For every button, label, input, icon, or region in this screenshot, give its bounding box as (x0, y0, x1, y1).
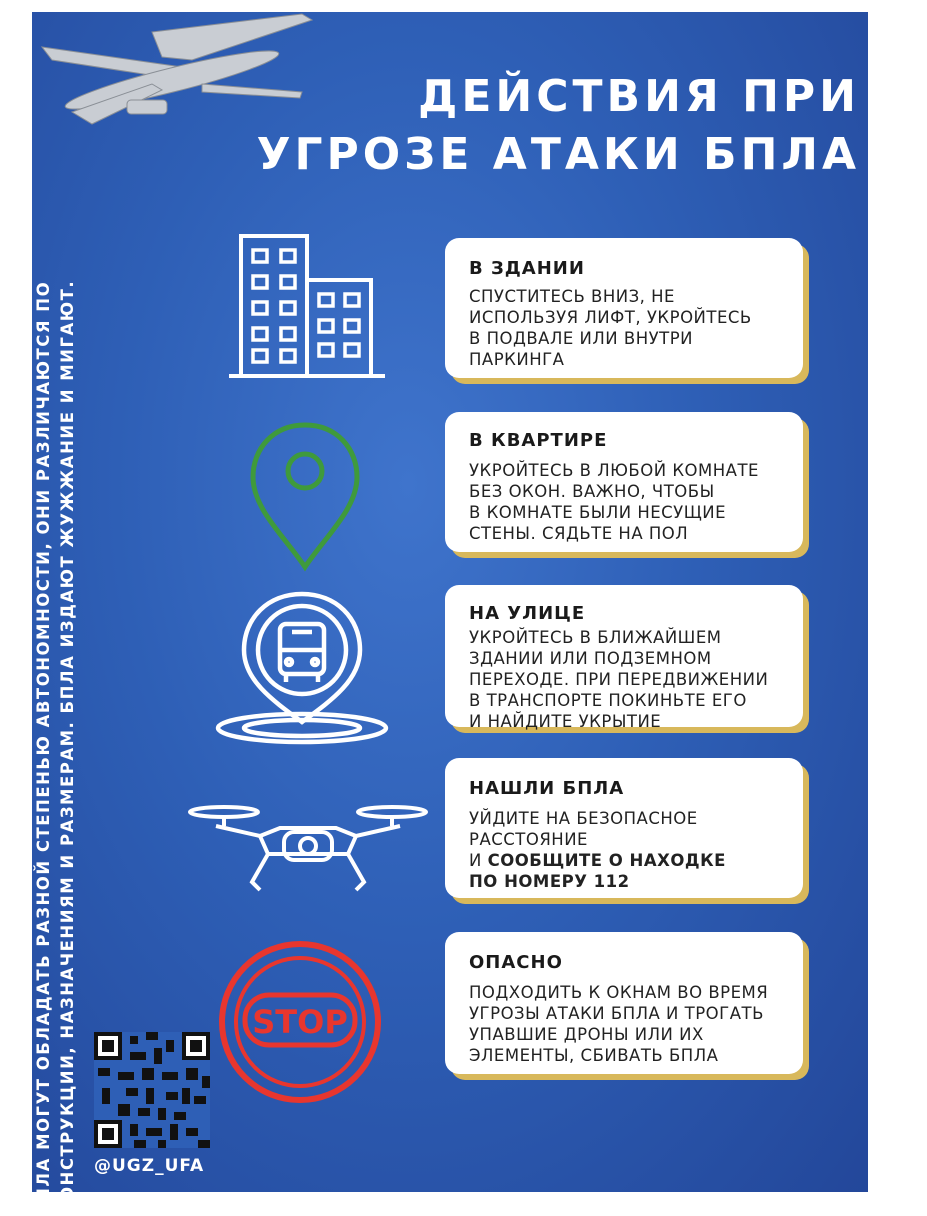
card-in-building (445, 238, 803, 378)
card-outdoors (445, 585, 803, 731)
card-heading: ОПАСНО (469, 952, 563, 973)
card-body (469, 286, 789, 370)
building-icon (227, 232, 387, 382)
card-line: УКРОЙТЕСЬ В ЛЮБОЙ КОМНАТЕ (469, 461, 759, 480)
card-line: СТЕНЫ. СЯДЬТЕ НА ПОЛ (469, 524, 689, 543)
side-note-line-2: КОНСТРУКЦИИ, НАЗНАЧЕНИЯМ И РАЗМЕРАМ. БПЛА ИЗДАЮТ ЖУЖЖАНИЕ И МИГАЮТ. (58, 279, 77, 1216)
stop-stamp-text: STOP (252, 1003, 348, 1041)
card-line: В ПОДВАЛЕ ИЛИ ВНУТРИ (469, 329, 694, 348)
card-line: В ТРАНСПОРТЕ ПОКИНЬТЕ ЕГО (469, 691, 747, 710)
qr-code[interactable] (94, 1032, 210, 1148)
card-in-apartment (445, 412, 803, 552)
quadcopter-icon (188, 798, 428, 898)
social-handle[interactable]: @UGZ_UFA (94, 1156, 205, 1176)
card-line: УКРОЙТЕСЬ В БЛИЖАЙШЕМ (469, 628, 722, 647)
card-line: БЕЗ ОКОН. ВАЖНО, ЧТОБЫ (469, 482, 715, 501)
card-danger (445, 932, 803, 1074)
card-line: РАССТОЯНИЕ (469, 830, 588, 849)
card-line: ПЕРЕХОДЕ. ПРИ ПЕРЕДВИЖЕНИИ (469, 670, 769, 689)
card-line-emphasis: СООБЩИТЕ О НАХОДКЕ (487, 851, 726, 870)
card-line: И НАЙДИТЕ УКРЫТИЕ (469, 712, 662, 731)
stop-stamp-icon (215, 937, 385, 1107)
side-note-line-1: БПЛА МОГУТ ОБЛАДАТЬ РАЗНОЙ СТЕПЕНЬЮ АВТОНОМНОСТИ, ОНИ РАЗЛИЧАЮТСЯ ПО (34, 280, 53, 1216)
card-body (469, 627, 789, 732)
card-heading: НАШЛИ БПЛА (469, 778, 625, 799)
card-line-emphasis: ПО НОМЕРУ 112 (469, 872, 630, 891)
card-line-prefix: И (469, 851, 488, 870)
title-line-1: ДЕЙСТВИЯ ПРИ (418, 71, 860, 122)
page-title (257, 68, 860, 184)
card-line: УПАВШИЕ ДРОНЫ ИЛИ ИХ (469, 1025, 704, 1044)
side-note (32, 156, 80, 1216)
card-heading: В КВАРТИРЕ (469, 430, 608, 451)
card-line (469, 850, 789, 871)
card-line: ЭЛЕМЕНТЫ, СБИВАТЬ БПЛА (469, 1046, 719, 1065)
card-line: ПОДХОДИТЬ К ОКНАМ ВО ВРЕМЯ (469, 983, 769, 1002)
card-line: ПАРКИНГА (469, 350, 565, 369)
card-line (469, 871, 789, 892)
card-heading: НА УЛИЦЕ (469, 603, 586, 624)
card-body (469, 982, 789, 1066)
title-line-2: УГРОЗЕ АТАКИ БПЛА (256, 129, 860, 180)
card-line: В КОМНАТЕ БЫЛИ НЕСУЩИЕ (469, 503, 727, 522)
card-line: ИСПОЛЬЗУЯ ЛИФТ, УКРОЙТЕСЬ (469, 308, 752, 327)
card-line: УЙДИТЕ НА БЕЗОПАСНОЕ (469, 809, 698, 828)
card-heading: В ЗДАНИИ (469, 258, 585, 279)
location-pin-icon (245, 417, 365, 577)
bus-stop-icon (212, 590, 392, 750)
card-line: ЗДАНИИ ИЛИ ПОДЗЕМНОМ (469, 649, 712, 668)
card-body (469, 808, 789, 892)
card-found-drone (445, 758, 803, 898)
card-line: СПУСТИТЕСЬ ВНИЗ, НЕ (469, 287, 675, 306)
poster (32, 12, 868, 1216)
card-line: УГРОЗЫ АТАКИ БПЛА И ТРОГАТЬ (469, 1004, 764, 1023)
card-body (469, 460, 789, 544)
